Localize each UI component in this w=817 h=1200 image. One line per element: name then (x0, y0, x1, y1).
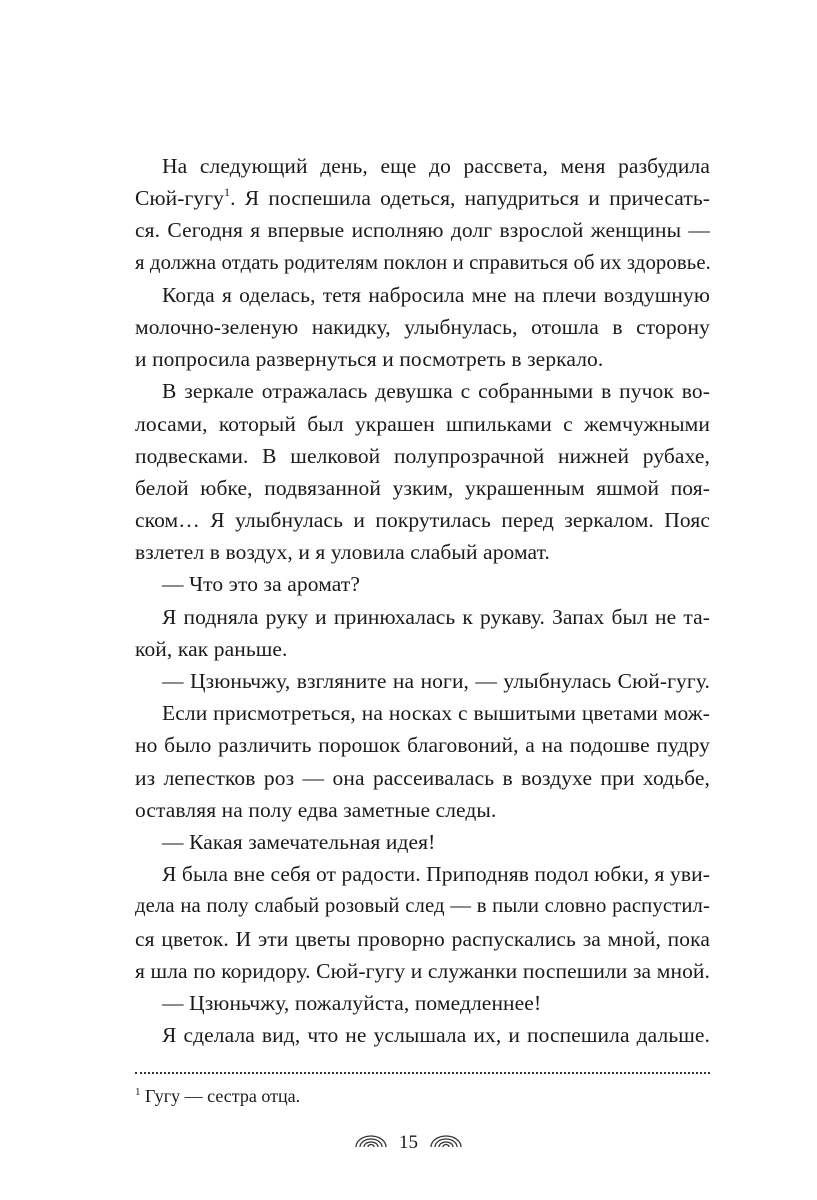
text-line (135, 182, 710, 214)
text-line: подвесками. В шелковой полупрозрачной нижней рубахе, (135, 443, 710, 468)
text-line: и попросила развернуться и посмотреть в зеркало. (135, 347, 604, 372)
rainbow-arc-icon (429, 1131, 463, 1155)
text-line: оставляя на полу едва заметные следы. (135, 797, 497, 822)
text-line: Я была вне себя от радости. Приподняв подол юбки, я уви- (162, 862, 710, 887)
text-line: я должна отдать родителям поклон и справиться об их здоровье. (135, 251, 711, 274)
text-line: — Цзюньчжу, взгляните на ноги, — улыбнулась Сюй-гугу. (162, 669, 710, 693)
text-line: ском… Я улыбнулась и покрутилась перед зеркалом. Пояс (135, 508, 710, 533)
text-line: но было различить порошок благовоний, а на подошве пудру (135, 733, 710, 758)
text-line: ся. Сегодня я впервые исполняю долг взрослой женщины — (135, 218, 710, 243)
footnote (135, 1084, 300, 1108)
text-line: На следующий день, еще до рассвета, меня разбудила (162, 154, 710, 178)
text-line: дела на полу слабый розовый след — в пыли словно распустил- (135, 895, 710, 918)
text-line: Я сделала вид, что не услышала их, и поспешила дальше. (162, 1023, 710, 1048)
text-run: . Я поспешила одеться, напудриться и причесать- (230, 186, 710, 211)
page-folio (0, 1130, 817, 1155)
text-line: В зеркале отражалась девушка с собранными в пучок во- (162, 379, 710, 404)
text-line: лосами, который был украшен шпильками с жемчужными (135, 411, 710, 436)
footnote-reference: 1 (224, 185, 231, 200)
page-number: 15 (399, 1131, 418, 1153)
text-line: — Какая замечательная идея! (162, 829, 436, 854)
footnote-divider (135, 1072, 710, 1074)
text-line: Если присмотреться, на носках с вышитыми цветами мож- (162, 701, 710, 726)
text-line: ся цветок. И эти цветы проворно распускались за мной, пока (135, 926, 710, 951)
text-line: я шла по коридору. Сюй-гугу и служанки поспешили за мной. (135, 958, 710, 983)
text-line: — Что это за аромат? (162, 572, 360, 597)
body-text (135, 150, 710, 1051)
text-line: из лепестков роз — она рассеивалась в воздухе при ходьбе, (135, 765, 710, 790)
text-run: Сюй-гугу (135, 186, 225, 211)
rainbow-arc-icon (354, 1131, 388, 1155)
text-line: взлетел в воздух, и я уловила слабый аромат. (135, 540, 550, 565)
text-line: Я подняла руку и принюхалась к рукаву. Запах был не та- (162, 604, 710, 629)
footnote-text: Гугу — сестра отца. (145, 1086, 301, 1106)
footnote-marker: 1 (135, 1086, 141, 1098)
text-line: — Цзюньчжу, пожалуйста, помедленнее! (162, 990, 542, 1015)
text-line: кой, как раньше. (135, 636, 288, 661)
text-line: Когда я оделась, тетя набросила мне на плечи воздушную (162, 282, 710, 307)
text-line: белой юбке, подвязанной узким, украшенным яшмой поя- (135, 475, 710, 500)
text-line: молочно-зеленую накидку, улыбнулась, отошла в сторону (135, 314, 710, 339)
